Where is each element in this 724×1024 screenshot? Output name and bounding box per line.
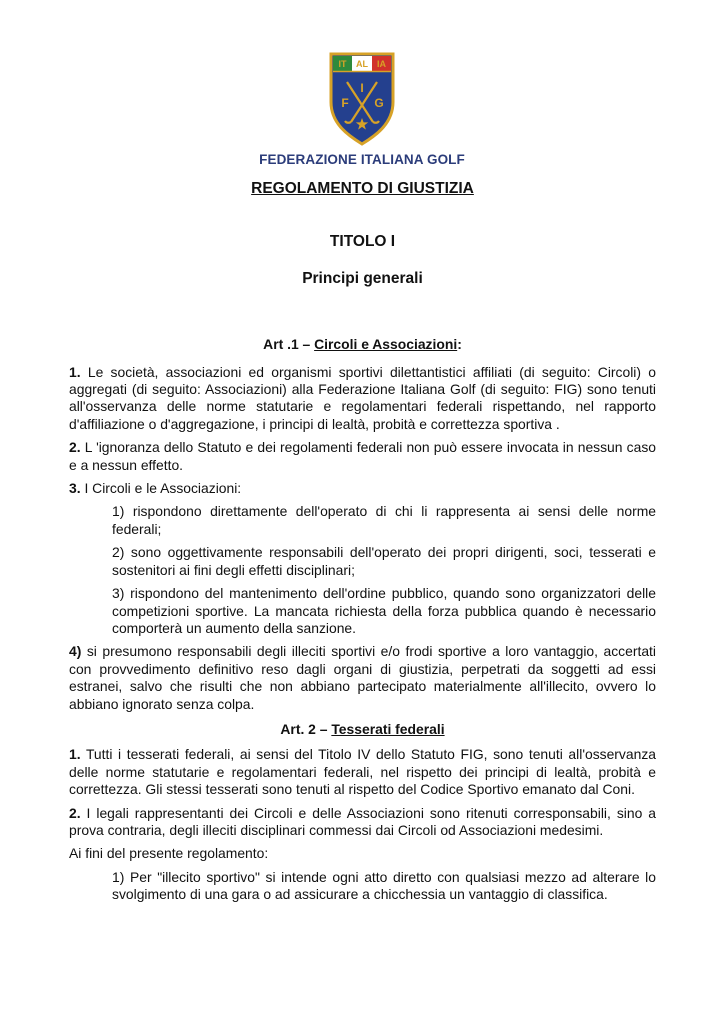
fig-logo — [329, 52, 395, 146]
art1-paragraph-3 — [69, 480, 656, 497]
paragraph-number: 1. — [69, 746, 81, 763]
document-body — [69, 180, 656, 910]
flag-label-al: AL — [356, 59, 368, 69]
art1-paragraph-1 — [69, 364, 656, 434]
logo-letter-f: F — [341, 96, 349, 110]
document-title: REGOLAMENTO DI GIUSTIZIA — [251, 180, 474, 197]
paragraph-text: Le società, associazioni ed organismi sportivi dilettantistici affiliati (di seguito: Circoli) o aggregati (di seguito: Associazioni) alla Federazione Italiana Golf (di seguito: FIG) sono tenuti all'osservanza delle norme statutarie e regolamentari federali rispettando, nel rapporto d'affiliazione o d'aggregazione, i principi di lealtà, probità e correttezza sportiva . — [69, 363, 656, 432]
logo-letter-i: I — [360, 81, 364, 95]
article-2-heading — [69, 721, 656, 738]
paragraph-text: I legali rappresentanti dei Circoli e delle Associazioni sono ritenuti corresponsabili, sino a prova contraria, degli illeciti disciplinari commessi dai Circoli od Associazioni medesimi. — [69, 804, 656, 838]
article-1-title: Circoli e Associazioni — [314, 336, 458, 353]
flag-label-it: IT — [338, 59, 347, 69]
art1-subitem-3: 3) rispondono del mantenimento dell'ordine pubblico, quando sono organizzatori delle competizioni sportive. La mancata richiesta della forza pubblica quando è necessario comporterà un aumento della sanzione. — [112, 585, 656, 636]
paragraph-text: Tutti i tesserati federali, ai sensi del Titolo IV dello Statuto FIG, sono tenuti all'osservanza delle norme statutarie e regolamentari federali, nel rispetto dei principi di lealtà, probità e correttezza. Gli stessi tesserati sono tenuti al rispetto del Codice Sportivo emanato dal Coni. — [69, 746, 656, 798]
logo-letter-g: G — [374, 96, 384, 110]
paragraph-number: 2. — [69, 439, 81, 456]
art2-paragraph-3: Ai fini del presente regolamento: — [69, 845, 269, 862]
article-2-prefix: Art. 2 – — [280, 720, 332, 737]
art2-paragraph-1 — [69, 746, 656, 798]
paragraph-text: I Circoli e le Associazioni: — [80, 480, 242, 497]
art2-paragraph-2 — [69, 805, 656, 840]
header — [0, 52, 724, 167]
art1-subitem-1: 1) rispondono direttamente dell'operato di chi li rappresenta ai sensi delle norme federali; — [112, 503, 656, 537]
org-name: FEDERAZIONE ITALIANA GOLF — [259, 152, 465, 167]
paragraph-number: 4) — [69, 643, 82, 660]
art1-paragraph-2 — [69, 439, 656, 474]
article-1-heading — [69, 336, 656, 353]
paragraph-text: si presumono responsabili degli illeciti sportivi e/o frodi sportive a loro vantaggio, accertati con provvedimento definitivo reso dagli organi di giustizia, perpetrati da soggetti ad essi estranei, salvo che risulti che non abbiano partecipato materialmente all'illecito, ovvero lo abbiano ignorato senza colpa. — [69, 643, 656, 712]
flag-label-ia: IA — [377, 59, 386, 69]
paragraph-number: 3. — [69, 480, 81, 497]
art1-paragraph-4 — [69, 643, 656, 713]
paragraph-text: L 'ignoranza dello Statuto e dei regolamenti federali non può essere invocata in nessun caso e a nessun effetto. — [69, 439, 656, 473]
article-1-prefix: Art .1 – — [263, 336, 315, 353]
art1-subitem-2: 2) sono oggettivamente responsabili dell'operato dei propri dirigenti, soci, tesserati e sostenitori ai fini degli effetti disciplinari; — [112, 544, 656, 578]
art2-subitem-1: 1) Per "illecito sportivo" si intende ogni atto diretto con qualsiasi mezzo ad alterare lo svolgimento di una gara o ad assicurare a chicchessia un vantaggio di classifica. — [112, 868, 656, 903]
article-1-suffix: : — [457, 336, 462, 353]
article-2-title: Tesserati federali — [331, 720, 445, 737]
paragraph-number: 1. — [69, 363, 81, 380]
section-subtitle: Principi generali — [302, 269, 423, 287]
paragraph-number: 2. — [69, 804, 81, 821]
titolo-heading: TITOLO I — [329, 233, 396, 251]
